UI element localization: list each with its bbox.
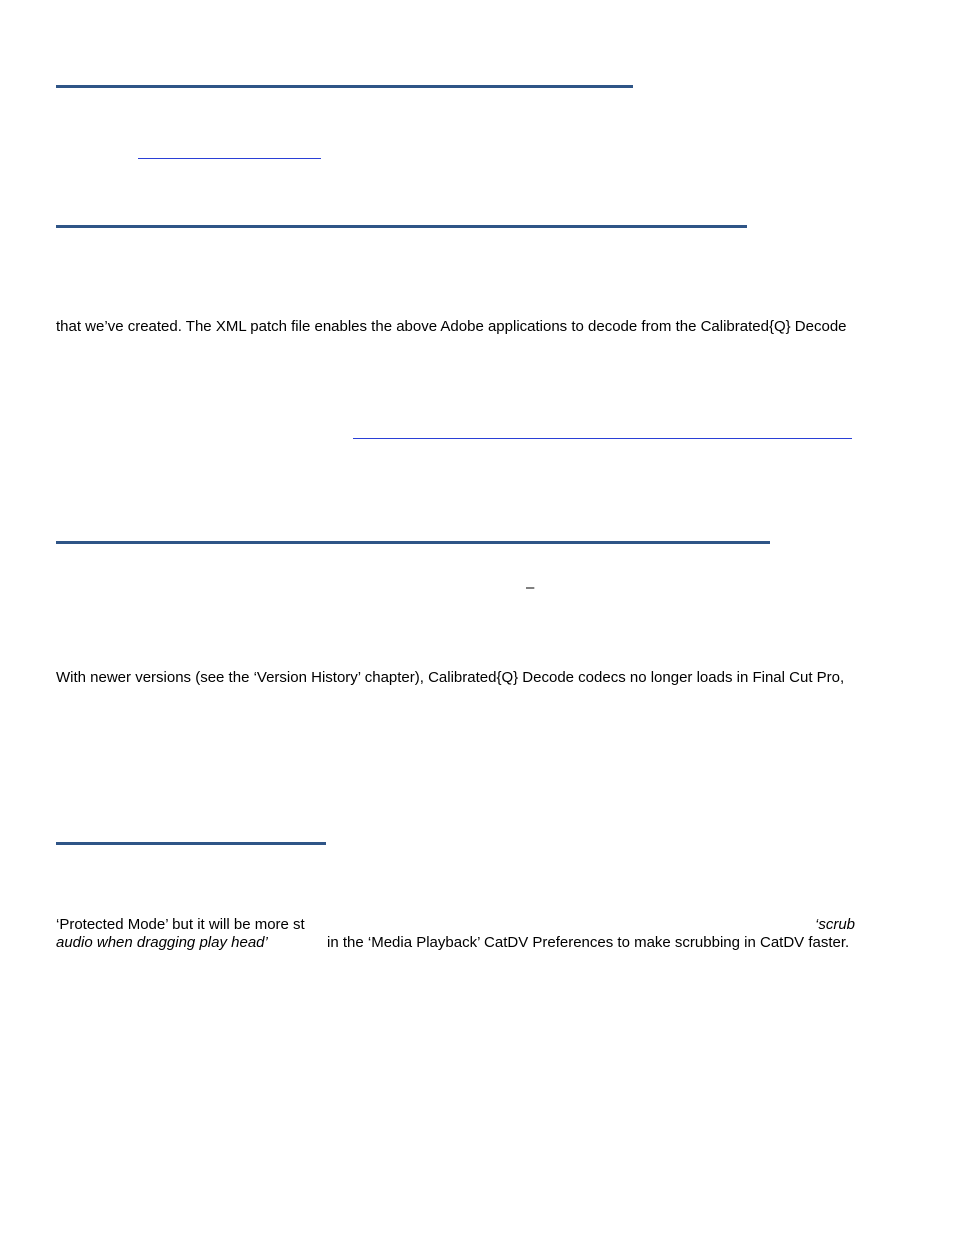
catdv-scrub-text: ‘scrub [815, 916, 856, 933]
dash-mark: – [526, 579, 535, 596]
section-heading-rule [56, 541, 770, 544]
catdv-text-start: ‘Protected Mode’ but it will be more st [56, 916, 305, 933]
adobe-patch-text: that we’ve created. The XML patch file enables the above Adobe applications to decode from the Calibrated{Q} Decode [56, 318, 847, 335]
link-underline[interactable] [353, 438, 852, 439]
link-underline[interactable] [138, 158, 321, 159]
section-heading-rule [56, 85, 633, 88]
section-heading-rule [56, 842, 326, 845]
catdv-italic-text: audio when dragging play head’ [56, 934, 268, 951]
catdv-preferences-text: in the ‘Media Playback’ CatDV Preferences to make scrubbing in CatDV faster. [327, 934, 850, 951]
section-heading-rule [56, 225, 747, 228]
final-cut-pro-text: With newer versions (see the ‘Version History’ chapter), Calibrated{Q} Decode codecs no longer loads in Final Cut Pro, [56, 669, 845, 686]
